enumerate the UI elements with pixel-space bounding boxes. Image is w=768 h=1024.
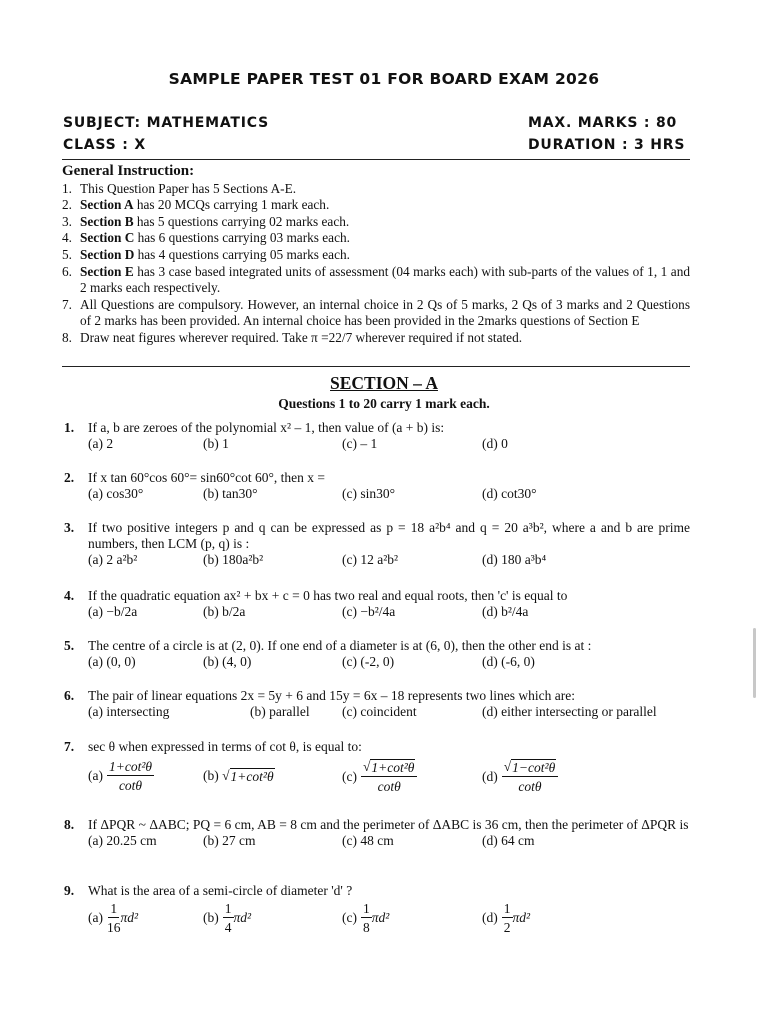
- instruction-item: 2. Section A has 20 MCQs carrying 1 mark each.: [62, 197, 330, 213]
- question-3: 3. If two positive integers p and q can be expressed as p = 18 a²b⁴ and q = 20 a³b², where a and b are prime numbers, then LCM (p, q) is : (a) 2 a²b² (b) 180a²b² (c) 12 a²b² (d) 180 a³b⁴: [64, 520, 690, 567]
- question-text: sec θ when expressed in terms of cot θ, is equal to:: [88, 739, 362, 754]
- fraction: $\frac{1}{16}$: [106, 901, 121, 935]
- options: [88, 654, 690, 671]
- option-a: (a) 2 a²b²: [88, 552, 138, 567]
- option-b: (b) 1: [203, 436, 229, 451]
- options: [88, 759, 690, 799]
- options: [88, 604, 690, 621]
- option-a: (a) $\frac{\text{1+cot²θ}}{\cot\theta}$: [88, 759, 153, 793]
- duration-label: DURATION : 3 HRS: [528, 137, 686, 153]
- option-d: (d) √ 1−cot²θ cotθ: [482, 759, 558, 794]
- option-c: (c) – 1: [342, 436, 378, 451]
- instruction-item: 7. All Questions are compulsory. However, an internal choice in 2 Qs of 5 marks, 2 Qs of 3 marks and 2 Questions of 2 marks has been provided. An internal choice has been provided in the 2marks questions of Section E: [62, 296, 690, 329]
- option-b: (b) parallel: [250, 704, 310, 719]
- fraction: $\frac{1}{4}$: [224, 901, 232, 935]
- option-b: (b) tan30°: [203, 486, 258, 501]
- option-d: (d) 0: [482, 436, 508, 451]
- option-c: (c) 12 a²b²: [342, 552, 399, 567]
- max-marks-label: MAX. MARKS : 80: [528, 115, 678, 131]
- option-c: (c) 48 cm: [342, 833, 394, 848]
- question-text: If a, b are zeroes of the polynomial x² – 1, then value of (a + b) is:: [88, 420, 445, 435]
- class-label: CLASS : X: [63, 137, 146, 153]
- fraction: $\frac{1}{8}$: [362, 901, 370, 935]
- option-a: (a) −b/2a: [88, 604, 138, 619]
- options: [88, 486, 690, 503]
- instruction-item: 5. Section D has 4 questions carrying 05 marks each.: [62, 246, 350, 262]
- question-text: If the quadratic equation ax² + bx + c = 0 has two real and equal roots, then 'c' is equal to: [88, 588, 568, 603]
- fraction: $\frac{\text{1+cot²θ}}{\cot\theta}$: [108, 759, 153, 793]
- instruction-item: 6. Section E has 3 case based integrated units of assessment (04 marks each) with sub-parts of the values of 1, 1 and 2 marks each respectively.: [62, 263, 690, 296]
- option-b: (b) (4, 0): [203, 654, 252, 669]
- question-4: 4. If the quadratic equation ax² + bx + c = 0 has two real and equal roots, then 'c' is equal to (a) −b/2a (b) b/2a (c) −b²/4a (d) b²/4a: [64, 588, 690, 621]
- section-subtitle: Questions 1 to 20 carry 1 mark each.: [278, 396, 490, 411]
- question-8: 8. If ΔPQR ~ ΔABC; PQ = 6 cm, AB = 8 cm and the perimeter of ΔABC is 36 cm, then the perimeter of ΔPQR is (a) 20.25 cm (b) 27 cm (c) 48 cm (d) 64 cm: [64, 817, 689, 848]
- option-a: (a) intersecting: [88, 704, 170, 719]
- instructions-divider: [62, 366, 690, 367]
- question-6: 6. The pair of linear equations 2x = 5y + 6 and 15y = 6x – 18 represents two lines which are: (a) intersecting (b) parallel (c) coincident (d) either intersecting or parallel: [64, 688, 690, 721]
- header-divider: [62, 159, 690, 160]
- option-c: (c) sin30°: [342, 486, 396, 501]
- question-5: 5. The centre of a circle is at (2, 0). If one end of a diameter is at (6, 0), then the other end is at : (a) (0, 0) (b) (4, 0) (c) (-2, 0) (d) (-6, 0): [64, 638, 690, 671]
- question-2: 2. If x tan 60°cos 60°= sin60°cot 60°, then x = (a) cos30° (b) tan30° (c) sin30° (d) cot30°: [64, 470, 690, 503]
- section-title: SECTION – A: [330, 373, 438, 393]
- fraction: √ 1+cot²θ cotθ: [361, 759, 417, 794]
- scrollbar-thumb[interactable]: [753, 628, 756, 698]
- option-a: (a) cos30°: [88, 486, 144, 501]
- question-7: 7. sec θ when expressed in terms of cot θ, is equal to: (a) $\frac{\text{1+cot²θ}}{\cot\theta}$ (b) √ 1+cot²θ (c) √ 1+cot²θ cotθ (d) √ 1−cot²θ cotθ: [64, 739, 690, 799]
- question-9: 9. What is the area of a semi-circle of diameter 'd' ? (a) $\frac{1}{16}$ πd² (b) $\frac{1}{4}$ πd² (c) $\frac{1}{8}$ πd² (d) $\frac{1}{2}$ πd²: [64, 883, 690, 941]
- instruction-item: 4. Section C has 6 questions carrying 03 marks each.: [62, 230, 350, 246]
- question-text: The centre of a circle is at (2, 0). If one end of a diameter is at (6, 0), then the other end is at :: [88, 638, 592, 653]
- option-b: (b) b/2a: [203, 604, 246, 619]
- options: [88, 704, 690, 721]
- option-b: (b) 27 cm: [203, 833, 256, 848]
- option-b: (b) 180a²b²: [203, 552, 264, 567]
- option-c: (c) $\frac{1}{8}$ πd²: [342, 901, 390, 935]
- option-c: (c) −b²/4a: [342, 604, 396, 619]
- fraction: √ 1−cot²θ cotθ: [502, 759, 558, 794]
- option-d: (d) 180 a³b⁴: [482, 552, 547, 567]
- question-text: If ΔPQR ~ ΔABC; PQ = 6 cm, AB = 8 cm and the perimeter of ΔABC is 36 cm, then the perimeter of ΔPQR is: [88, 817, 689, 832]
- option-a: (a) (0, 0): [88, 654, 136, 669]
- instructions-heading: General Instruction:: [62, 163, 195, 179]
- option-a: (a) 20.25 cm: [88, 833, 157, 848]
- question-text: The pair of linear equations 2x = 5y + 6 and 15y = 6x – 18 represents two lines which are:: [88, 688, 575, 703]
- option-d: (d) either intersecting or parallel: [482, 704, 657, 719]
- option-c: (c) (-2, 0): [342, 654, 395, 669]
- option-d: (d) 64 cm: [482, 833, 535, 848]
- question-1: 1. If a, b are zeroes of the polynomial x² – 1, then value of (a + b) is: (a) 2 (b) 1 (c) – 1 (d) 0: [64, 420, 690, 453]
- option-b: (b) √ 1+cot²θ: [203, 768, 274, 784]
- paper-title: SAMPLE PAPER TEST 01 FOR BOARD EXAM 2026: [168, 70, 600, 88]
- options: [88, 552, 690, 569]
- option-c: (c) coincident: [342, 704, 417, 719]
- question-text: If x tan 60°cos 60°= sin60°cot 60°, then x =: [88, 470, 326, 485]
- subject-label: SUBJECT: MATHEMATICS: [63, 115, 269, 131]
- options: [88, 901, 690, 941]
- fraction: $\frac{1}{2}$: [503, 901, 511, 935]
- option-c: (c) √ 1+cot²θ cotθ: [342, 759, 417, 794]
- instruction-item: 3. Section B has 5 questions carrying 02 marks each.: [62, 213, 350, 229]
- instruction-item: 1. This Question Paper has 5 Sections A-E.: [62, 180, 297, 196]
- question-text: What is the area of a semi-circle of diameter 'd' ?: [88, 883, 353, 898]
- option-d: (d) b²/4a: [482, 604, 529, 619]
- square-root: √ 1+cot²θ: [222, 768, 274, 784]
- option-d: (d) (-6, 0): [482, 654, 535, 669]
- general-instructions: [62, 163, 690, 347]
- option-d: (d) cot30°: [482, 486, 537, 501]
- options: [88, 436, 690, 453]
- option-a: (a) $\frac{1}{16}$ πd²: [88, 901, 139, 935]
- option-b: (b) $\frac{1}{4}$ πd²: [203, 901, 252, 935]
- question-text: If two positive integers p and q can be expressed as p = 18 a²b⁴ and q = 20 a³b², where a and b are prime numbers, then LCM (p, q) is :: [88, 520, 690, 551]
- option-a: (a) 2: [88, 436, 114, 451]
- option-d: (d) $\frac{1}{2}$ πd²: [482, 901, 531, 935]
- instruction-item: 8. Draw neat figures wherever required. Take π =22/7 wherever required if not stated.: [62, 329, 523, 345]
- options: [88, 833, 690, 850]
